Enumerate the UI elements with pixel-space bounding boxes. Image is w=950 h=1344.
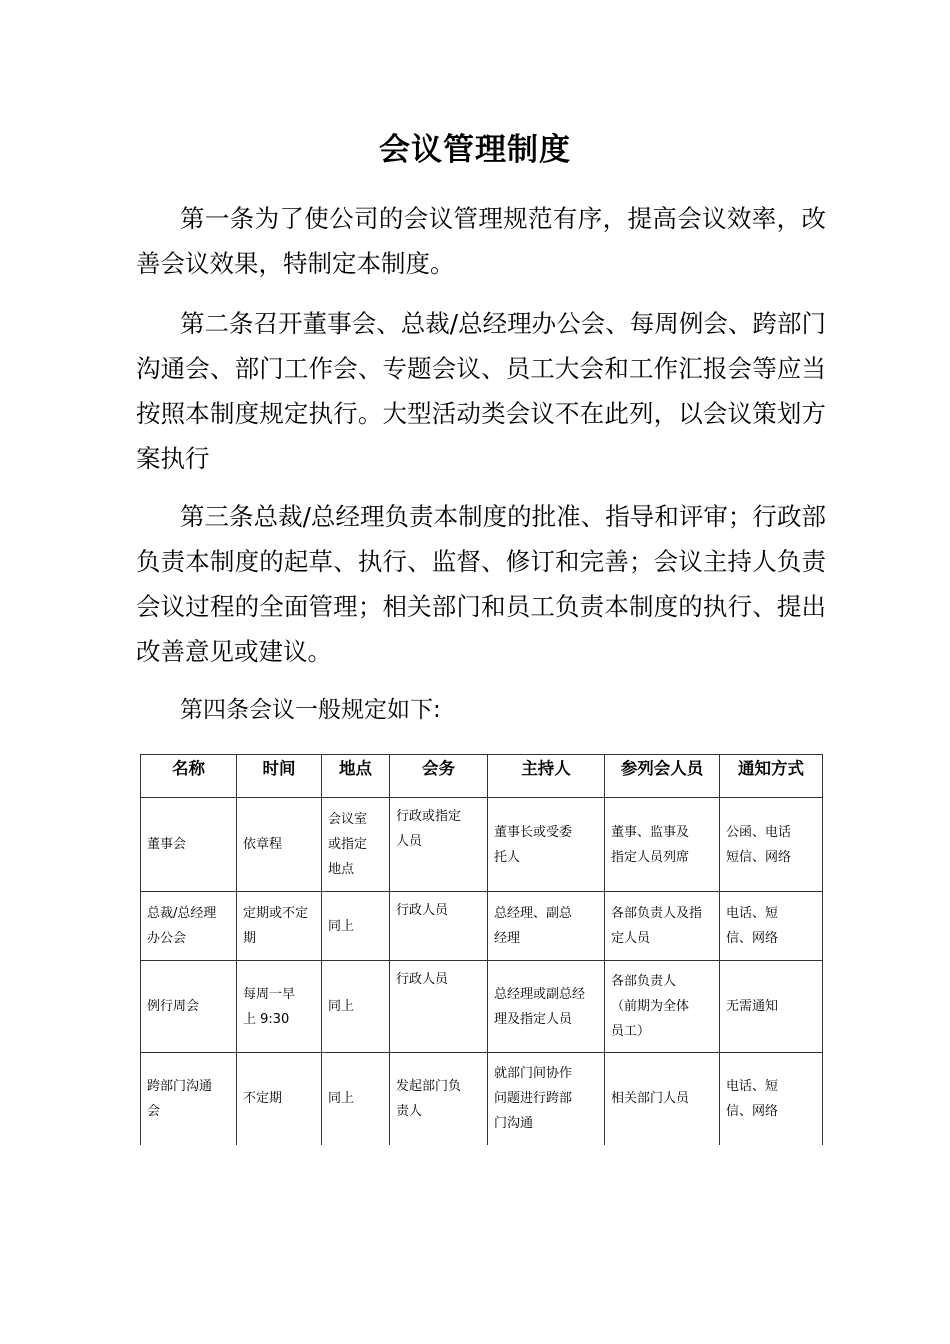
header-host: 主持人 bbox=[488, 755, 605, 798]
table-cell: 行政人员 bbox=[396, 903, 449, 918]
table-cell: 发起部门负 责人 bbox=[396, 1078, 462, 1119]
table-cell: 电话、短 信、网络 bbox=[726, 906, 779, 946]
table-cell: 相关部门人员 bbox=[611, 1091, 690, 1107]
table-cell: 依章程 bbox=[243, 837, 283, 852]
table-cell: 董事、监事及 指定人员列席 bbox=[611, 824, 690, 865]
table-row bbox=[141, 961, 823, 1053]
table-cell: 跨部门沟通 会 bbox=[147, 1078, 213, 1119]
table-cell: 每周一早 上 9:30 bbox=[243, 986, 296, 1027]
table-cell: 电话、短 信、网络 bbox=[726, 1078, 779, 1119]
table-cell: 行政人员 bbox=[396, 972, 449, 987]
table-cell: 不定期 bbox=[243, 1091, 283, 1107]
table-cell: 总经理、副总 经理 bbox=[494, 906, 573, 946]
article-2: 第二条召开董事会、总裁/总经理办公会、每周例会、跨部门沟通会、部门工作会、专题会议、员工大会和工作汇报会等应当按照本制度规定执行。大型活动类会议不在此列，以会议策划方案执行 bbox=[136, 309, 826, 473]
header-notification: 通知方式 bbox=[720, 755, 823, 798]
table-cell: 各部负责人及指 定人员 bbox=[611, 906, 703, 946]
table-header-row bbox=[141, 755, 823, 798]
meeting-rules-table bbox=[140, 754, 823, 1145]
table-cell: 公函、电话 短信、网络 bbox=[726, 824, 792, 865]
table-cell: 董事会 bbox=[147, 837, 187, 852]
header-name: 名称 bbox=[141, 755, 237, 798]
table-cell: 同上 bbox=[328, 918, 355, 934]
table-row bbox=[141, 892, 823, 961]
header-location: 地点 bbox=[322, 755, 390, 798]
document-title: 会议管理制度 bbox=[379, 132, 571, 168]
table-cell: 就部门间协作 问题进行跨部 门沟通 bbox=[494, 1066, 573, 1132]
table-cell: 同上 bbox=[328, 1091, 355, 1107]
article-1: 第一条为了使公司的会议管理规范有序，提高会议效率，改善会议效果，特制定本制度。 bbox=[136, 204, 826, 278]
header-time: 时间 bbox=[237, 755, 322, 798]
table-cell: 无需通知 bbox=[726, 999, 779, 1014]
header-affairs: 会务 bbox=[390, 755, 488, 798]
table-cell: 行政或指定 人员 bbox=[396, 809, 462, 849]
table-cell: 同上 bbox=[328, 999, 355, 1014]
header-attendees: 参列会人员 bbox=[605, 755, 720, 798]
table-cell: 总经理或副总经 理及指定人员 bbox=[494, 986, 586, 1027]
table-cell: 会议室 或指定 地点 bbox=[328, 812, 368, 877]
article-3: 第三条总裁/总经理负责本制度的批准、指导和评审；行政部负责本制度的起草、执行、监督、修订和完善；会议主持人负责会议过程的全面管理；相关部门和员工负责本制度的执行、提出改善意见或建议。 bbox=[136, 502, 826, 666]
table-row bbox=[141, 798, 823, 892]
table-cell: 董事长或受委 托人 bbox=[494, 824, 573, 865]
table-cell: 例行周会 bbox=[147, 999, 200, 1014]
table-row bbox=[141, 1053, 823, 1145]
article-4: 第四条会议一般规定如下: bbox=[180, 697, 441, 723]
table-cell: 总裁/总经理 办公会 bbox=[147, 906, 217, 946]
table-cell: 定期或不定 期 bbox=[243, 906, 309, 946]
table-cell: 各部负责人 （前期为全体 员工） bbox=[611, 974, 690, 1039]
